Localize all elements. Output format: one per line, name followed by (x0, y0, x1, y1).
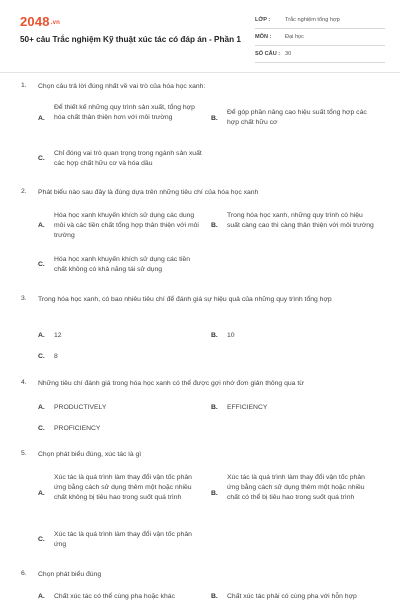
question-number: 3. (21, 295, 27, 302)
option-text: Chất xúc tác có thể cùng pha hoặc khác (54, 593, 175, 600)
option-text: EFFICIENCY (227, 404, 268, 411)
option-letter: C. (38, 353, 45, 360)
option-text: Để thiết kế những quy trình sản xuất, tổng hợp hóa chất thân thiện hơn với môi trường (54, 104, 195, 121)
option-letter: B. (211, 593, 218, 600)
header-divider (0, 72, 400, 73)
option-letter: C. (38, 425, 45, 432)
option-text: Xúc tác là quá trình làm thay đổi vận tốc phản ứng bằng cách sử dụng thêm một hoặc nhiều chất có thể bị tiêu hao trong suốt quá trình (227, 474, 365, 501)
meta-key: SỐ CÂU : (255, 51, 281, 57)
option-text: Chỉ đóng vai trò quan trọng trong ngành sản xuất các hợp chất hữu cơ và hóa dầu (54, 150, 202, 167)
option-text: 10 (227, 332, 235, 339)
question-number: 4. (21, 379, 27, 386)
option-text: 8 (54, 353, 58, 360)
question-number: 5. (21, 450, 27, 457)
option-text: Chất xúc tác phải có cùng pha với hỗn hợp (227, 593, 357, 600)
meta-key: LỚP : (255, 17, 271, 23)
option-letter: B. (211, 115, 218, 122)
question-text: Trong hóa học xanh, có bao nhiêu tiêu chí để đánh giá sự hiệu quả của những quy trình tổng hợp (38, 296, 332, 303)
option-text: Xúc tác là quá trình làm thay đổi vận tốc phản ứng bằng cách sử dụng thêm một hoặc nhiều chất không bị tiêu hao trong suốt quá trình (54, 474, 192, 501)
meta-row-count (255, 46, 385, 63)
option-text: Trong hóa học xanh, những quy trình có hiệu suất càng cao thì càng thân thiện với môi trường (227, 212, 374, 229)
option-text: Hóa học xanh khuyến khích sử dụng các tiền chất không có khả năng tái sử dụng (54, 256, 191, 273)
option-letter: A. (38, 222, 45, 229)
option-letter: B. (211, 490, 218, 497)
question-text: Chọn phát biểu đúng, xúc tác là gì (38, 451, 142, 458)
site-logo[interactable] (20, 14, 60, 29)
meta-key: MÔN : (255, 34, 272, 40)
option-letter: C. (38, 155, 45, 162)
logo-main: 2048 (20, 14, 50, 29)
option-letter: A. (38, 404, 45, 411)
option-text: PROFICIENCY (54, 425, 101, 432)
option-text: 12 (54, 332, 62, 339)
option-letter: A. (38, 332, 45, 339)
meta-table (255, 12, 385, 63)
logo-tld: .vn (50, 19, 61, 26)
option-letter: A. (38, 115, 45, 122)
page-header (0, 0, 400, 70)
meta-row-subject (255, 29, 385, 46)
option-letter: B. (211, 404, 218, 411)
option-letter: B. (211, 222, 218, 229)
question-number: 6. (21, 570, 27, 577)
option-text: Hóa học xanh khuyến khích sử dụng các dung môi và các tiền chất tổng hợp thân thiện với môi trường (54, 212, 199, 239)
question-text: Chọn câu trả lời đúng nhất về vai trò của hóa học xanh: (38, 83, 206, 90)
question-text: Những tiêu chí đánh giá trong hóa học xanh có thể được gợi nhớ đơn giản thông qua từ (38, 380, 304, 387)
option-letter: A. (38, 490, 45, 497)
option-letter: C. (38, 536, 45, 543)
option-letter: C. (38, 261, 45, 268)
option-text: Xúc tác là quá trình làm thay đổi vận tốc phản ứng (54, 531, 192, 548)
meta-value: Đại học (285, 34, 304, 40)
option-text: PRODUCTIVELY (54, 404, 107, 411)
option-letter: B. (211, 332, 218, 339)
question-text: Chọn phát biểu đúng (38, 571, 102, 578)
question-text: Phát biểu nào sau đây là đúng dựa trên những tiêu chí của hóa học xanh (38, 189, 259, 196)
meta-row-class (255, 12, 385, 29)
option-text: Để góp phần nâng cao hiệu suất tổng hợp các hợp chất hữu cơ (227, 109, 367, 126)
question-number: 2. (21, 188, 27, 195)
meta-value: Trắc nghiệm tổng hợp (285, 17, 340, 23)
question-number: 1. (21, 82, 27, 89)
meta-value: 30 (285, 51, 292, 57)
option-letter: A. (38, 593, 45, 600)
page-title: 50+ câu Trắc nghiệm Kỹ thuật xúc tác có đáp án - Phần 1 (20, 35, 241, 44)
